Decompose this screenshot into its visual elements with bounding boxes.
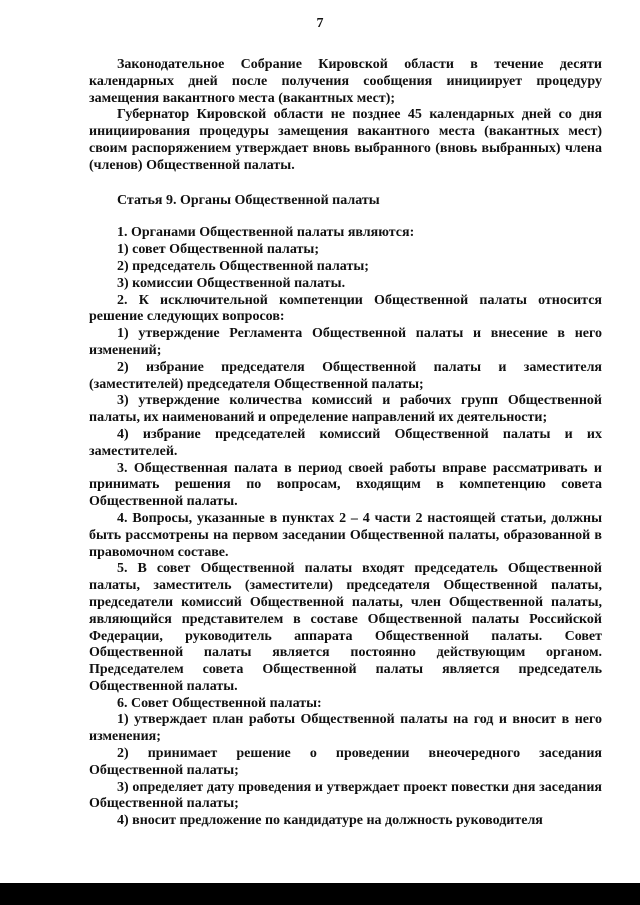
document-body — [89, 57, 602, 830]
paragraph: Законодательное Собрание Кировской области в течение десяти календарных дней после получения сообщения инициирует процедуру замещения вакантного места (вакантных мест); — [89, 57, 602, 106]
article-heading — [89, 193, 602, 210]
paragraph: 2) принимает решение о проведении внеочередного заседания Общественной палаты; — [89, 746, 602, 778]
paragraph: 2. К исключительной компетенции Общественной палаты относится решение следующих вопросов: — [89, 292, 602, 325]
paragraph: 5. В совет Общественной палаты входят председатель Общественной палаты, заместитель (заместители) председателя Общественной палаты, председатели комиссий Общественной палаты, член Общественной палаты, являющийся представителем в составе Общественной палаты Российской Федерации, руководитель аппарата Общественной палаты. Совет Общественной палаты является постоянно действующим органом. Председателем совета Общественной палаты является председатель Общественной палаты. — [89, 561, 602, 694]
page-number: 7 — [316, 16, 324, 31]
paragraph: 1. Органами Общественной палаты являются: — [117, 225, 415, 241]
paragraph: 3) определяет дату проведения и утверждает проект повестки дня заседания Общественной палаты; — [89, 779, 602, 812]
paragraph: 3. Общественная палата в период своей работы вправе рассматривать и принимать решения по вопросам, входящим в компетенцию совета Общественной палаты. — [89, 460, 602, 510]
paragraph: Губернатор Кировской области не позднее 45 календарных дней со дня инициирования процедуры замещения вакантного места (вакантных мест) своим распоряжением утверждает вновь выбранного (вновь выбранных) члена (членов) Общественной палаты. — [89, 107, 602, 173]
paragraph: 4) вносит предложение по кандидатуре на должность руководителя — [117, 813, 543, 829]
paragraph: 2) избрание председателя Общественной палаты и заместителя (заместителей) председателя Общественной палаты; — [89, 359, 602, 392]
paragraph: 6. Совет Общественной палаты: — [117, 695, 322, 711]
paragraph: 1) утверждение Регламента Общественной палаты и внесение в него изменений; — [89, 326, 602, 358]
paragraph: 3) утверждение количества комиссий и рабочих групп Общественной палаты, их наименований и определение направлений их деятельности; — [89, 393, 602, 426]
paragraph: 4. Вопросы, указанные в пунктах 2 – 4 части 2 настоящей статьи, должны быть рассмотрены на первом заседании Общественной палаты, образованной в правомочном составе. — [89, 510, 602, 560]
paragraph: 1) совет Общественной палаты; — [117, 242, 319, 258]
article-title: Органы Общественной палаты — [179, 192, 380, 208]
paragraph: 1) утверждает план работы Общественной палаты на год и вносит в него изменения; — [89, 712, 602, 745]
paragraph: 3) комиссии Общественной палаты. — [117, 275, 346, 291]
paragraph: 4) избрание председателей комиссий Общественной палаты и их заместителей. — [89, 426, 602, 459]
scan-edge-bar — [0, 883, 640, 905]
paragraph: 2) председатель Общественной палаты; — [117, 258, 369, 274]
article-label: Статья 9. — [117, 192, 177, 208]
